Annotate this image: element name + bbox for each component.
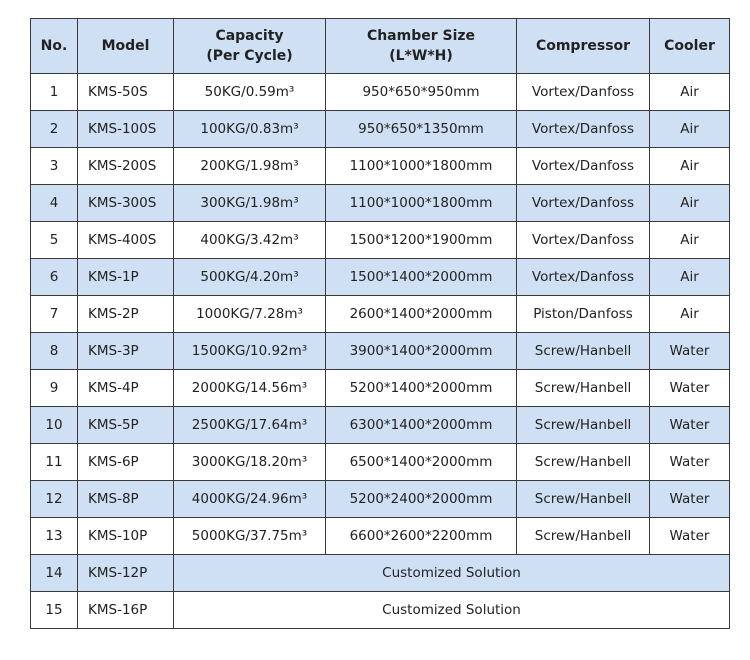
header-chamber-line1: Chamber Size	[366, 28, 476, 44]
row-capacity: 1000KG/7.28m³	[174, 296, 326, 333]
row-number: 11	[31, 444, 78, 481]
table-row	[31, 370, 730, 407]
table-row	[31, 296, 730, 333]
row-capacity: 2000KG/14.56m³	[174, 370, 326, 407]
header-chamber	[326, 19, 517, 74]
row-number: 5	[31, 222, 78, 259]
row-chamber-size: 1100*1000*1800mm	[326, 148, 517, 185]
row-number: 8	[31, 333, 78, 370]
row-number: 2	[31, 111, 78, 148]
row-capacity: 4000KG/24.96m³	[174, 481, 326, 518]
header-capacity	[174, 19, 326, 74]
row-cooler: Water	[650, 481, 730, 518]
row-capacity: 300KG/1.98m³	[174, 185, 326, 222]
row-capacity: 3000KG/18.20m³	[174, 444, 326, 481]
header-capacity-line1: Capacity	[215, 28, 284, 44]
header-capacity-line2: (Per Cycle)	[206, 48, 293, 64]
row-model: KMS-200S	[78, 148, 174, 185]
row-cooler: Water	[650, 333, 730, 370]
row-model: KMS-2P	[78, 296, 174, 333]
row-chamber-size: 5200*1400*2000mm	[326, 370, 517, 407]
row-compressor: Screw/Hanbell	[517, 481, 650, 518]
row-capacity: 50KG/0.59m³	[174, 74, 326, 111]
row-capacity: 100KG/0.83m³	[174, 111, 326, 148]
row-model: KMS-1P	[78, 259, 174, 296]
row-number: 12	[31, 481, 78, 518]
table-row	[31, 111, 730, 148]
row-compressor: Vortex/Danfoss	[517, 74, 650, 111]
row-model: KMS-8P	[78, 481, 174, 518]
row-number: 1	[31, 74, 78, 111]
row-model: KMS-16P	[78, 592, 174, 629]
row-capacity: 5000KG/37.75m³	[174, 518, 326, 555]
row-cooler: Air	[650, 185, 730, 222]
table-row	[31, 481, 730, 518]
row-model: KMS-12P	[78, 555, 174, 592]
row-compressor: Piston/Danfoss	[517, 296, 650, 333]
row-number: 4	[31, 185, 78, 222]
table-row	[31, 407, 730, 444]
header-cooler: Cooler	[650, 19, 730, 74]
row-cooler: Water	[650, 407, 730, 444]
header-row	[31, 19, 730, 74]
row-cooler: Water	[650, 444, 730, 481]
table-row	[31, 74, 730, 111]
row-compressor: Vortex/Danfoss	[517, 259, 650, 296]
row-chamber-size: 6300*1400*2000mm	[326, 407, 517, 444]
table-body	[31, 74, 730, 629]
row-cooler: Air	[650, 222, 730, 259]
header-compressor: Compressor	[517, 19, 650, 74]
row-compressor: Screw/Hanbell	[517, 407, 650, 444]
row-chamber-size: 2600*1400*2000mm	[326, 296, 517, 333]
row-cooler: Air	[650, 74, 730, 111]
table-row	[31, 185, 730, 222]
row-model: KMS-5P	[78, 407, 174, 444]
row-chamber-size: 3900*1400*2000mm	[326, 333, 517, 370]
row-compressor: Screw/Hanbell	[517, 518, 650, 555]
row-cooler: Air	[650, 296, 730, 333]
row-compressor: Screw/Hanbell	[517, 333, 650, 370]
table-row-custom	[31, 592, 730, 629]
row-model: KMS-50S	[78, 74, 174, 111]
row-model: KMS-4P	[78, 370, 174, 407]
row-capacity: 500KG/4.20m³	[174, 259, 326, 296]
row-number: 14	[31, 555, 78, 592]
row-cooler: Air	[650, 259, 730, 296]
row-compressor: Vortex/Danfoss	[517, 185, 650, 222]
row-model: KMS-10P	[78, 518, 174, 555]
table-row	[31, 222, 730, 259]
table-row	[31, 444, 730, 481]
row-cooler: Water	[650, 370, 730, 407]
row-compressor: Vortex/Danfoss	[517, 148, 650, 185]
row-number: 3	[31, 148, 78, 185]
row-number: 7	[31, 296, 78, 333]
row-chamber-size: 1100*1000*1800mm	[326, 185, 517, 222]
row-chamber-size: 6500*1400*2000mm	[326, 444, 517, 481]
row-number: 6	[31, 259, 78, 296]
table-row	[31, 259, 730, 296]
row-customized-solution: Customized Solution	[174, 592, 730, 629]
row-capacity: 200KG/1.98m³	[174, 148, 326, 185]
row-model: KMS-3P	[78, 333, 174, 370]
table-row	[31, 518, 730, 555]
row-chamber-size: 5200*2400*2000mm	[326, 481, 517, 518]
table-row	[31, 333, 730, 370]
header-chamber-line2: (L*W*H)	[389, 48, 453, 64]
row-chamber-size: 6600*2600*2200mm	[326, 518, 517, 555]
row-capacity: 400KG/3.42m³	[174, 222, 326, 259]
table-row	[31, 148, 730, 185]
row-model: KMS-6P	[78, 444, 174, 481]
row-compressor: Vortex/Danfoss	[517, 222, 650, 259]
row-cooler: Air	[650, 111, 730, 148]
row-capacity: 1500KG/10.92m³	[174, 333, 326, 370]
row-model: KMS-100S	[78, 111, 174, 148]
row-chamber-size: 1500*1200*1900mm	[326, 222, 517, 259]
row-number: 15	[31, 592, 78, 629]
row-cooler: Air	[650, 148, 730, 185]
row-chamber-size: 1500*1400*2000mm	[326, 259, 517, 296]
row-capacity: 2500KG/17.64m³	[174, 407, 326, 444]
row-chamber-size: 950*650*1350mm	[326, 111, 517, 148]
row-compressor: Screw/Hanbell	[517, 370, 650, 407]
header-no: No.	[31, 19, 78, 74]
row-chamber-size: 950*650*950mm	[326, 74, 517, 111]
row-number: 9	[31, 370, 78, 407]
row-compressor: Screw/Hanbell	[517, 444, 650, 481]
header-model: Model	[78, 19, 174, 74]
row-model: KMS-300S	[78, 185, 174, 222]
row-model: KMS-400S	[78, 222, 174, 259]
row-cooler: Water	[650, 518, 730, 555]
row-number: 10	[31, 407, 78, 444]
row-compressor: Vortex/Danfoss	[517, 111, 650, 148]
row-customized-solution: Customized Solution	[174, 555, 730, 592]
table-row-custom	[31, 555, 730, 592]
row-number: 13	[31, 518, 78, 555]
spec-table	[30, 18, 730, 629]
